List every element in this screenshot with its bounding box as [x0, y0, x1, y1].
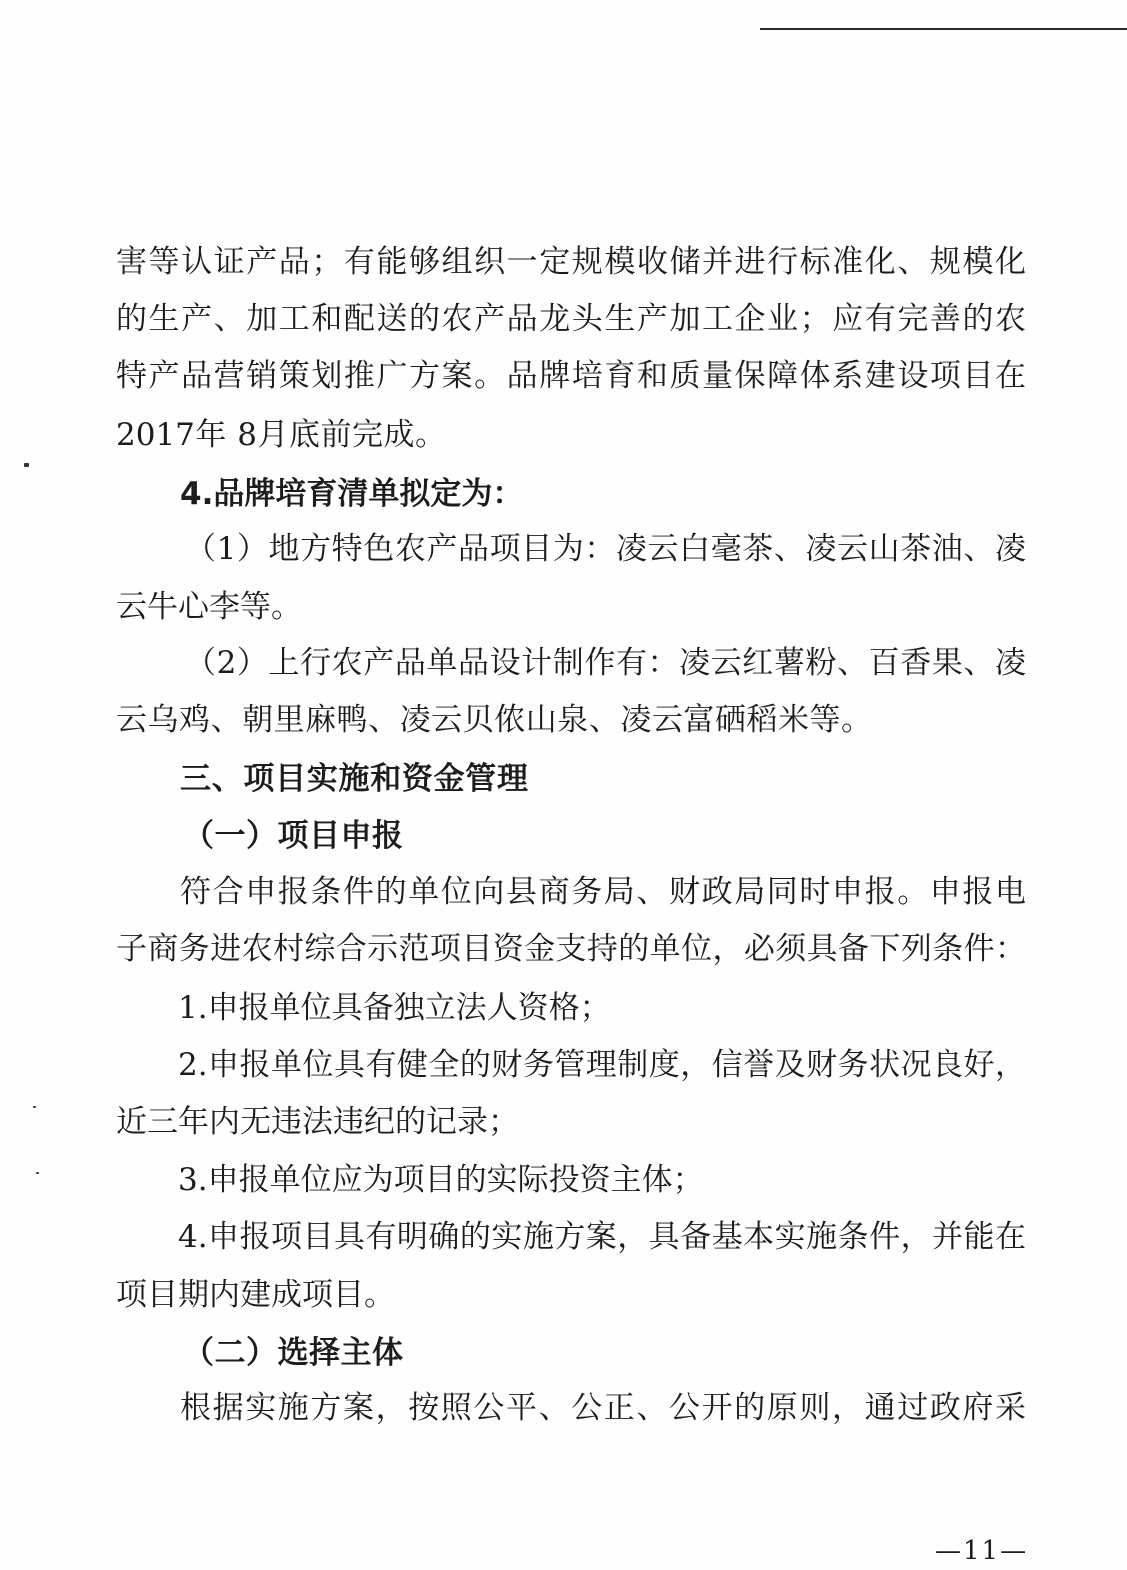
line-text: 1.申报单位具备独立法人资格； — [178, 990, 611, 1026]
line-text: 子商务进农村综合示范项目资金支持的单位，必须具备下列条件： — [116, 931, 1026, 967]
header-rule — [760, 28, 1127, 30]
line-text: （1）地方特色农产品项目为：凌云白毫茶、凌云山茶油、凌 — [185, 531, 1026, 567]
line-text: 云乌鸡、朝里麻鸭、凌云贝侬山泉、凌云富硒稻米等。 — [116, 702, 872, 738]
text-line — [0, 1217, 1127, 1257]
text-line — [0, 929, 1127, 969]
line-text: 根据实施方案，按照公平、公正、公开的原则，通过政府采 — [180, 1390, 1026, 1426]
page-number: —11— — [935, 1536, 1029, 1566]
line-text: 符合申报条件的单位向县商务局、财政局同时申报。申报电 — [180, 874, 1026, 910]
line-text: 3.申报单位应为项目的实际投资主体； — [178, 1162, 704, 1198]
line-text: 的生产、加工和配送的农产品龙头生产加工企业；应有完善的农 — [116, 301, 1026, 337]
text-line — [0, 1388, 1127, 1428]
text-line — [0, 759, 1127, 799]
line-text: 4.申报项目具有明确的实施方案，具备基本实施条件，并能在 — [178, 1219, 1026, 1255]
text-line — [0, 587, 1127, 627]
line-text: 近三年内无违法违纪的记录； — [116, 1104, 519, 1140]
text-line — [0, 1160, 1127, 1200]
text-line — [0, 816, 1127, 856]
text-line — [0, 474, 1127, 514]
text-line — [0, 1333, 1127, 1373]
text-line — [0, 643, 1127, 683]
text-line — [0, 415, 1127, 455]
line-text: 2.申报单位具有健全的财务管理制度，信誉及财务状况良好， — [178, 1047, 1026, 1083]
line-text: 特产品营销策划推广方案。品牌培育和质量保障体系建设项目在 — [116, 358, 1026, 394]
text-line — [0, 529, 1127, 569]
text-line — [0, 299, 1127, 339]
text-line — [0, 1102, 1127, 1142]
text-line — [0, 1275, 1127, 1315]
subsection-heading: （二）选择主体 — [183, 1335, 403, 1371]
subsection-heading: （一）项目申报 — [183, 818, 403, 854]
line-text: 项目期内建成项目。 — [116, 1277, 395, 1313]
line-text: 2017年 8月底前完成。 — [116, 417, 446, 453]
text-line — [0, 356, 1127, 396]
text-line — [0, 242, 1127, 282]
text-line — [0, 1045, 1127, 1085]
line-text: 云牛心李等。 — [116, 589, 302, 625]
text-line — [0, 872, 1127, 912]
text-line — [0, 700, 1127, 740]
line-text: （2）上行农产品单品设计制作有：凌云红薯粉、百香果、凌 — [185, 645, 1026, 681]
scan-mark — [24, 463, 29, 467]
text-line — [0, 988, 1127, 1028]
section-heading: 三、项目实施和资金管理 — [180, 761, 528, 797]
line-text: 害等认证产品；有能够组织一定规模收储并进行标准化、规模化 — [116, 244, 1026, 280]
subheading: 4.品牌培育清单拟定为： — [180, 476, 524, 512]
